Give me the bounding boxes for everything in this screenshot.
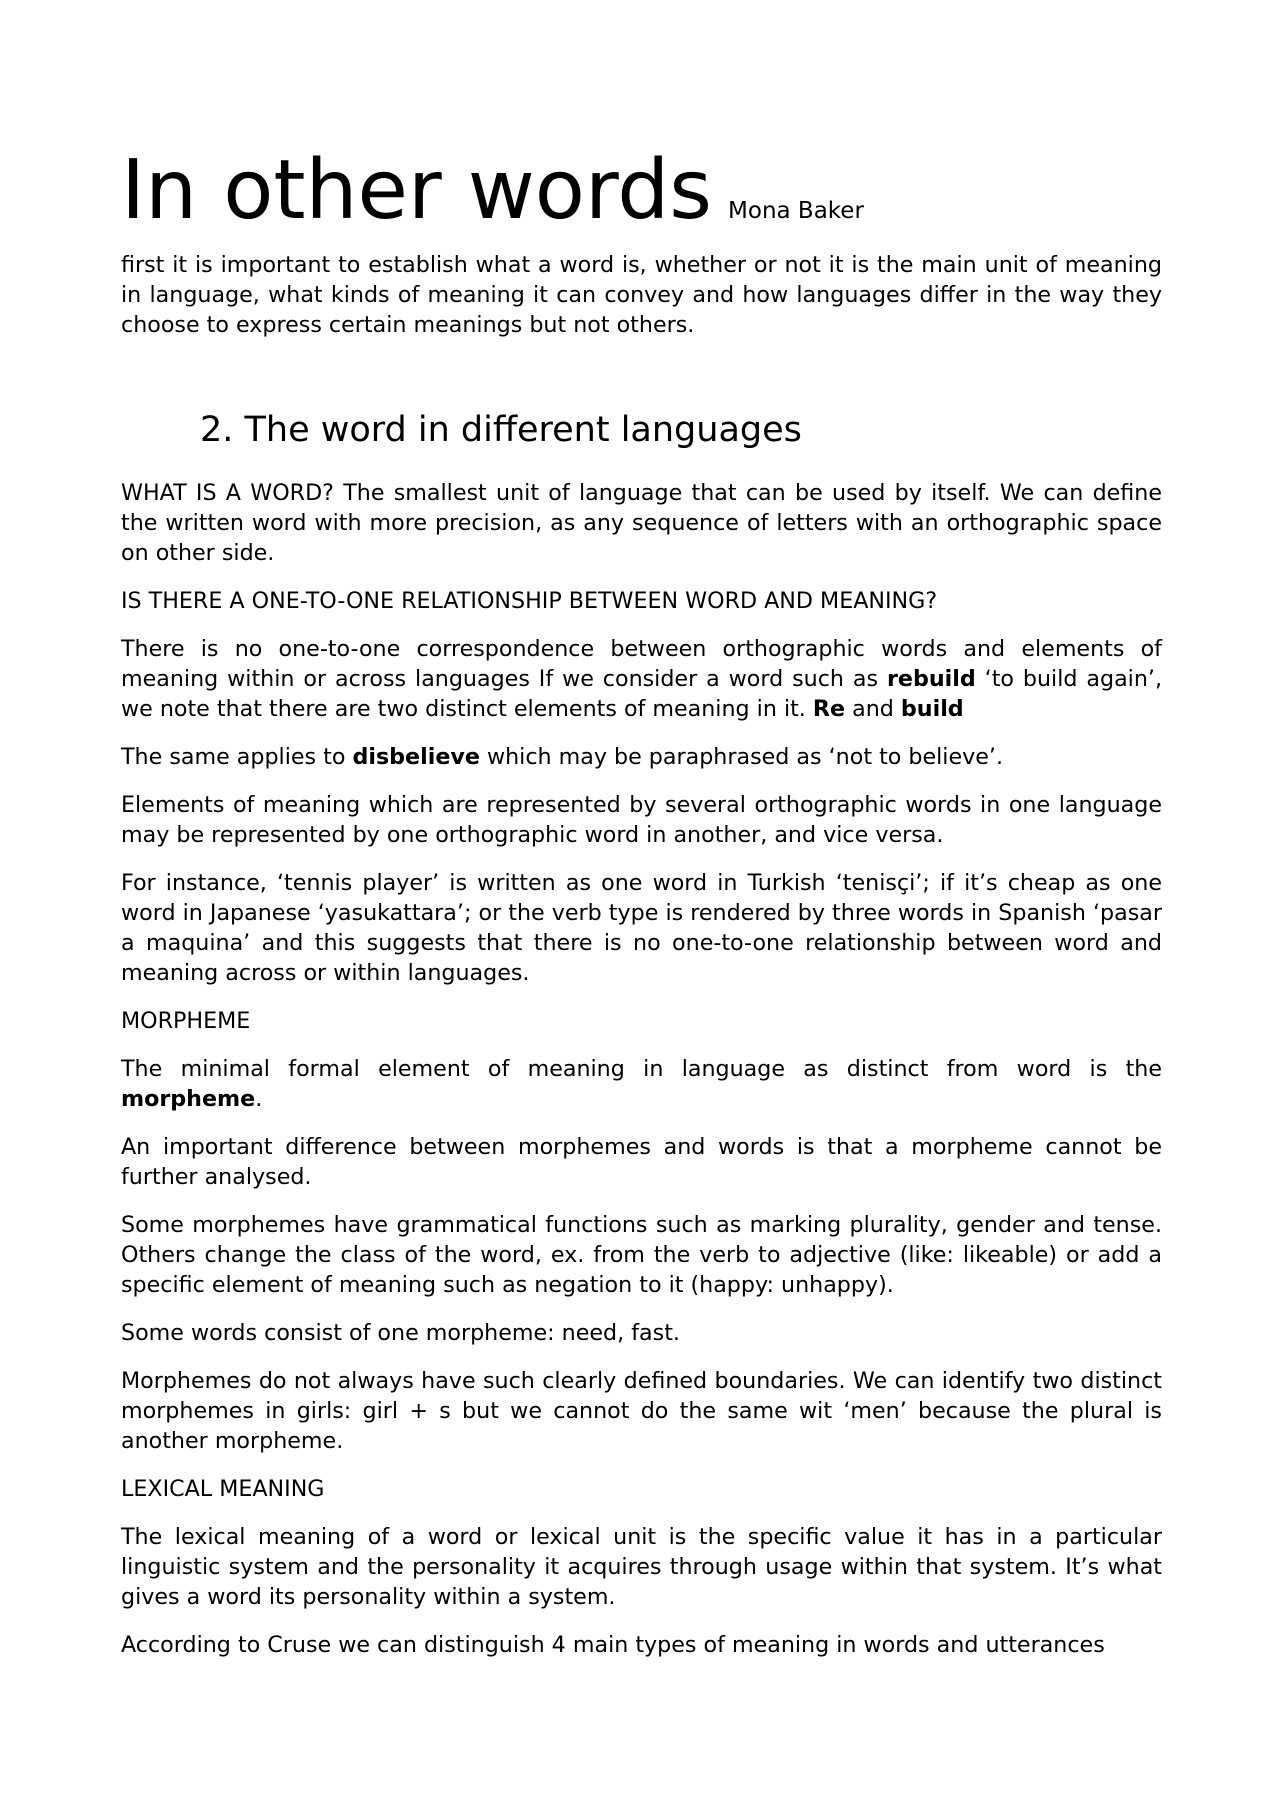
boundaries-paragraph: Morphemes do not always have such clearly defined boundaries. We can identify two distinct morphemes in girls: girl + s but we cannot do the same wit ‘men’ because the plural is another morpheme. <box>121 1368 1162 1454</box>
minimal-element-paragraph <box>121 1054 1162 1114</box>
intro-paragraph: first it is important to establish what a word is, whether or not it is the main unit of meaning in language, what kinds of meaning it can convey and how languages differ in the way they choose to express certain meanings but not others. <box>121 252 1162 338</box>
one-morpheme-paragraph: Some words consist of one morpheme: need, fast. <box>121 1320 680 1346</box>
cruse-paragraph: According to Cruse we can distinguish 4 main types of meaning in words and utterances <box>121 1632 1105 1658</box>
term-rebuild: rebuild <box>886 666 976 692</box>
morpheme-heading: MORPHEME <box>121 1008 251 1034</box>
term-build: build <box>900 696 964 722</box>
text-run: and <box>845 696 901 722</box>
document-title: In other words <box>121 143 713 238</box>
text-run: ‘to build again’, we note that there are two distinct elements of meaning in it. <box>121 666 1162 722</box>
instance-paragraph: For instance, ‘tennis player’ is written as one word in Turkish ‘tenisçi’; if it’s cheap as one word in Japanese ‘yasukattara’; or the verb type is rendered by three words in Spanish ‘pasar a maquina’ and this suggests that there is no one-to-one relationship between word and meaning across or within languages. <box>121 870 1162 986</box>
lexical-meaning-heading: LEXICAL MEANING <box>121 1476 325 1502</box>
term-disbelieve: disbelieve <box>352 744 480 770</box>
section-heading: 2. The word in different languages <box>200 410 802 450</box>
term-re: Re <box>812 696 846 722</box>
text-run: which may be paraphrased as ‘not to believe’. <box>479 744 1003 770</box>
disbelieve-paragraph <box>121 742 1162 772</box>
text-run: The minimal formal element of meaning in language as distinct from word is the <box>121 1056 1162 1082</box>
text-run: There is no one-to-one correspondence between orthographic words and elements of meaning within or across languages If we consider a word such as <box>121 636 1162 692</box>
relationship-question: IS THERE A ONE-TO-ONE RELATIONSHIP BETWEEN WORD AND MEANING? <box>121 588 938 614</box>
text-run: The same applies to <box>121 744 353 770</box>
elements-paragraph: Elements of meaning which are represented by several orthographic words in one language may be represented by one orthographic word in another, and vice versa. <box>121 792 1162 848</box>
what-is-word-paragraph: WHAT IS A WORD? The smallest unit of language that can be used by itself. We can define the written word with more precision, as any sequence of letters with an orthographic space on other side. <box>121 480 1162 566</box>
difference-paragraph: An important difference between morphemes and words is that a morpheme cannot be further analysed. <box>121 1134 1162 1190</box>
text-run: . <box>255 1086 263 1112</box>
author-name: Mona Baker <box>728 198 864 224</box>
title-row <box>121 143 1162 238</box>
grammatical-paragraph: Some morphemes have grammatical functions such as marking plurality, gender and tense. Others change the class of the word, ex. from the verb to adjective (like: likeable) or add a specific element of meaning such as negation to it (happy: unhappy). <box>121 1212 1162 1298</box>
document-page <box>121 143 1162 1678</box>
lexical-paragraph: The lexical meaning of a word or lexical unit is the specific value it has in a particular linguistic system and the personality it acquires through usage within that system. It’s what gives a word its personality within a system. <box>121 1524 1162 1610</box>
correspondence-paragraph <box>121 634 1162 724</box>
term-morpheme: morpheme <box>121 1086 256 1112</box>
